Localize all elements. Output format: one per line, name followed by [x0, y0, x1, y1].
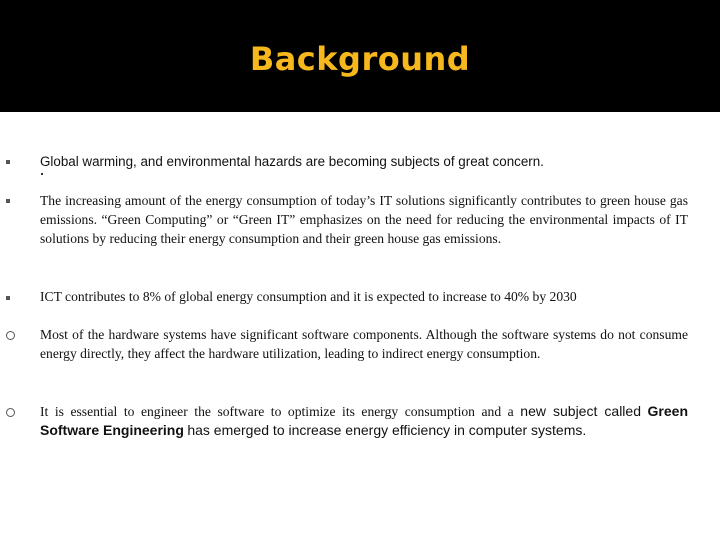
slide-title: Background	[249, 40, 471, 78]
bullet-2-text: The increasing amount of the energy consumption of today’s IT solutions significantly contributes to green house gas emissions. “Green Computing” or “Green IT” emphasizes on the need for reducing the environmental impacts of IT solutions by reducing their energy consumption and their green house gas emissions.	[40, 193, 688, 246]
square-bullet-icon	[6, 296, 10, 300]
bullet-5-text	[40, 402, 688, 440]
bullet-5-bold-term: Green Software Engineering	[40, 403, 689, 438]
square-bullet-icon	[6, 160, 10, 164]
stray-dot	[41, 173, 43, 175]
bullet-5-part-1: It is essential to engineer the software to optimize its energy consumption and a	[40, 404, 514, 419]
bullet-1-text: Global warming, and environmental hazards are becoming subjects of great concern.	[40, 154, 544, 169]
bullet-5-part-2: new subject called	[520, 403, 641, 419]
title-bar	[0, 0, 720, 112]
bullet-5-part-3: has emerged to increase energy efficiency in computer systems.	[187, 422, 587, 438]
bullet-4-text: Most of the hardware systems have significant software components. Although the software systems do not consume energy directly, they affect the hardware utilization, leading to indirect energy consumption.	[40, 327, 688, 361]
square-bullet-icon	[6, 199, 10, 203]
ring-bullet-icon	[6, 408, 15, 417]
ring-bullet-icon	[6, 331, 15, 340]
bullet-3-text: ICT contributes to 8% of global energy consumption and it is expected to increase to 40% by 2030	[40, 289, 577, 304]
